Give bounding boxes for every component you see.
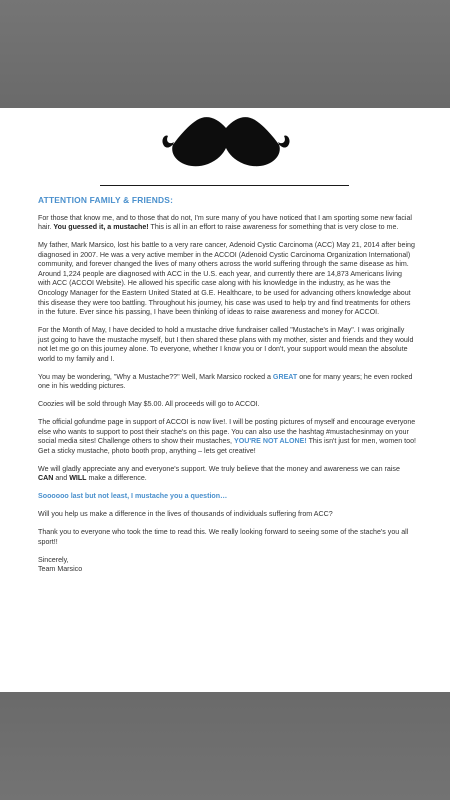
letter-page: [0, 108, 450, 692]
paragraph-help: Will you help us make a difference in the lives of thousands of individuals suffering from ACC?: [38, 510, 333, 519]
signature: Team Marsico: [38, 565, 83, 574]
closing: Sincerely,: [38, 555, 69, 564]
highlight-not-alone: YOU'RE NOT ALONE!: [233, 437, 307, 446]
divider-line: [100, 185, 349, 186]
bold-will: WILL: [69, 474, 87, 483]
letter-body: [38, 196, 416, 583]
paragraph-why-mustache: You may be wondering, "Why a Mustache??" Well, Mark Marsico rocked a GREAT one for many years; he even rocked one in his wedding pictures.: [38, 372, 413, 391]
mustache-icon: [161, 112, 291, 176]
top-dark-band: [0, 0, 450, 108]
paragraph-father: My father, Mark Marsico, lost his battle to a very rare cancer, Adenoid Cystic Carcinoma (ACC) May 21, 2014 after being diagnosed in 2007. He was a very active member in the ACCOI (Adenoid Cystic Carcinoma Organization International) community, and forever changed the lives of many others across the world suffering through the same disease as him. Around 1,224 people are diagnosed with ACC in the U.S. each year, and currently there are 14,873 Americans living with ACC (ACCOI Website). He allowed his specific case along with his knowledge in the industry, as he was the Oncology Manager for the Eastern United Stated at G.E. Healthcare, to be used for advancing others knowledge about this disease they were too battling. Throughout his journey, his case was used to help try and find treatments for others in the future. Ever since his passing, I have been thinking of ideas to raise awareness and money for ACCOI.: [38, 241, 415, 317]
paragraph-coozies: Coozies will be sold through May $5.00. All proceeds will go to ACCOI.: [38, 400, 260, 409]
paragraph-support: We will gladly appreciate any and everyone's support. We truly believe that the money and awareness we can raise CAN and WILL make a difference.: [38, 464, 400, 483]
highlight-great: GREAT: [272, 372, 298, 381]
bottom-dark-band: [0, 692, 450, 800]
paragraph-gofundme: The official gofundme page in support of ACCOI is now live!. I will be posting pictures of myself and encourage everyone else who wants to support to post their stache's on this page. You can also use the hashtag #mustachesinmay on your social media sites! Challenge others to show their mustaches, YOU'RE NOT ALONE! This isn't just for men, women too! Get a sticky mustache, photo booth prop, anything – lets get creative!: [38, 418, 417, 455]
paragraph-intro: For those that know me, and to those that do not, I'm sure many of you have noticed that I am sporting some new facial hair. You guessed it, a mustache! This is all in an effort to raise awareness for something that is very close to me.: [38, 213, 412, 232]
letter-heading: ATTENTION FAMILY & FRIENDS:: [38, 195, 174, 205]
subheading-question: Soooooo last but not least, I mustache you a question…: [38, 492, 228, 501]
paragraph-thanks: Thank you to everyone who took the time to read this. We really looking forward to seeing some of the stache's you all sport!!: [38, 528, 409, 546]
paragraph-fundraiser: For the Month of May, I have decided to hold a mustache drive fundraiser called "Mustache's in May". I was originally just going to have the mustache myself, but I then shared these plans with my mother, sister and friends and they would not let me go on this journey alone. To everyone, whether I know you or I don't, your support would mean the absolute world to my family and I.: [38, 326, 414, 363]
bold-can: CAN: [38, 474, 54, 483]
bold-phrase: You guessed it, a mustache!: [53, 223, 149, 232]
